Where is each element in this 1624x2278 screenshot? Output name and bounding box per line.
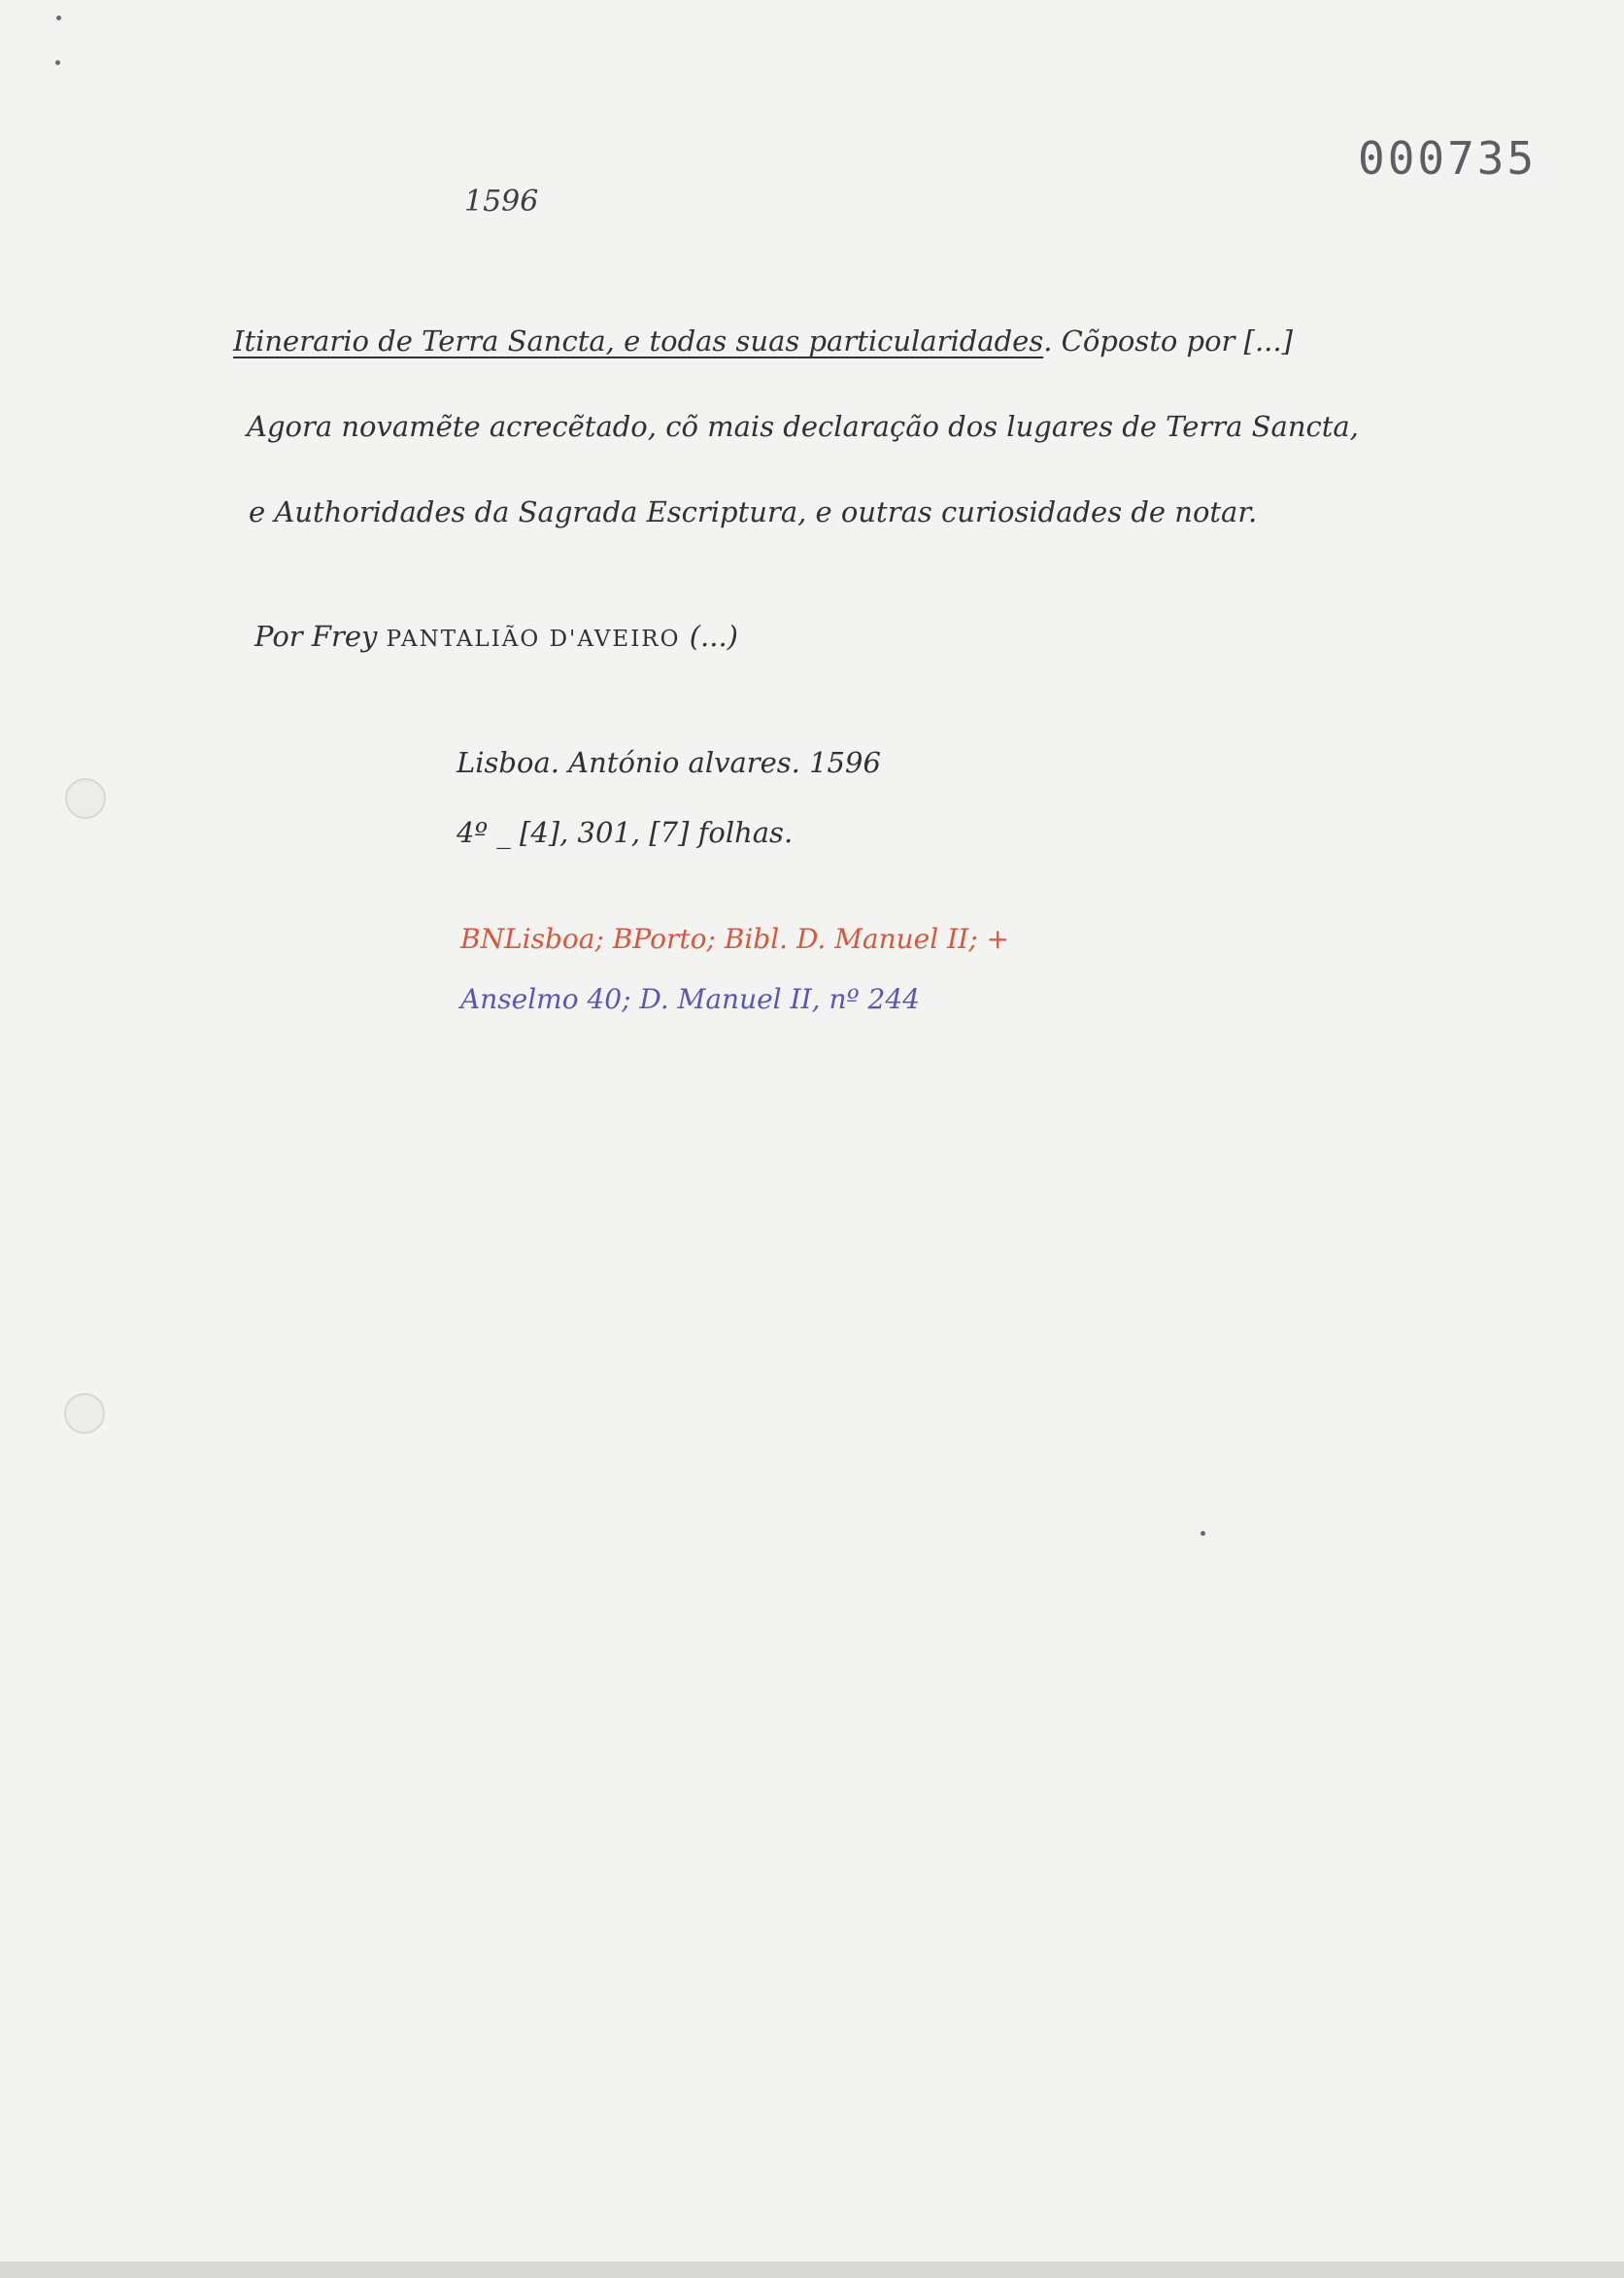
publication-year: 1596	[464, 185, 539, 219]
paper-speck	[56, 16, 61, 20]
page-bottom-edge	[0, 2261, 1624, 2278]
author-prefix: Por Frey	[254, 620, 378, 653]
book-title-continuation: . Cõposto por [...]	[1043, 324, 1293, 357]
book-title	[233, 324, 1293, 357]
author-line	[254, 620, 738, 653]
subtitle-line-2: e Authoridades da Sagrada Escriptura, e outras curiosidades de notar.	[249, 495, 1258, 528]
punch-hole-lower	[64, 1393, 105, 1434]
record-number-stamp: 000735	[1358, 132, 1538, 185]
references-line: Anselmo 40; D. Manuel II, nº 244	[460, 983, 920, 1015]
author-name: PANTALIÃO D'AVEIRO	[386, 627, 681, 652]
subtitle-line-1: Agora novamẽte acrecẽtado, cõ mais declaração dos lugares de Terra Sancta,	[247, 410, 1359, 443]
paper-speck	[1201, 1531, 1205, 1536]
author-suffix: (...)	[689, 620, 738, 653]
imprint-line: Lisboa. António alvares. 1596	[457, 746, 881, 779]
punch-hole-upper	[65, 778, 106, 819]
paper-speck	[55, 60, 60, 65]
book-title-main: Itinerario de Terra Sancta, e todas suas particularidades	[233, 324, 1044, 357]
collation-line: 4º _ [4], 301, [7] folhas.	[457, 816, 794, 849]
holdings-line: BNLisboa; BPorto; Bibl. D. Manuel II; +	[460, 923, 1010, 955]
